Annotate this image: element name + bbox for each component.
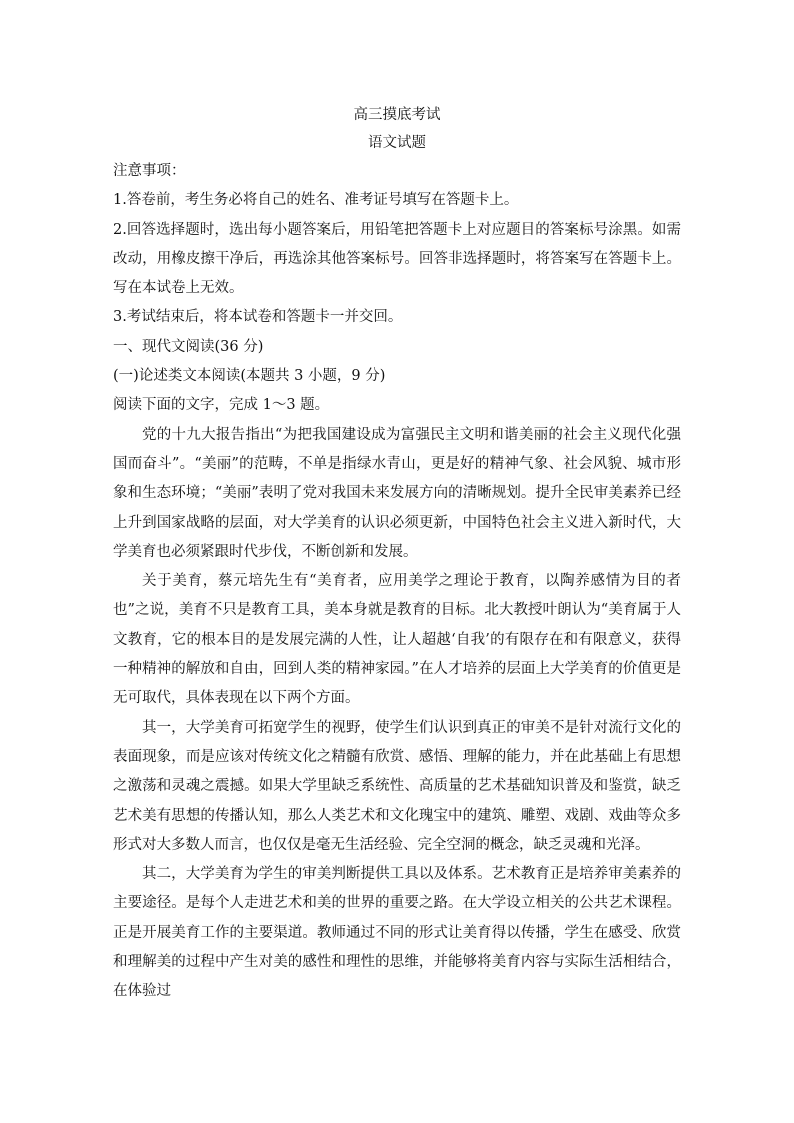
page-content xyxy=(113,101,681,1007)
note-item-2: 2.回答选择题时，选出每小题答案后，用铅笔把答题卡上对应题目的答案标号涂黑。如需改动，用橡皮擦干净后，再选涂其他答案标号。回答非选择题时，将答案写在答题卡上。写在本试卷上无效。 xyxy=(113,221,681,297)
section-heading: 一、现代文阅读(36 分) xyxy=(113,338,264,355)
note-item-3: 3.考试结束后，将本试卷和答题卡一并交回。 xyxy=(113,309,403,326)
passage-paragraph-2: 关于美育，蔡元培先生有“美育者，应用美学之理论于教育，以陶养感情为目的者也”之说，美育不只是教育工具，美本身就是教育的目标。北大教授叶朗认为“美育属于人文教育，它的根本目的是发展完满的人性，让人超越‘自我’的有限存在和有限意义，获得一种精神的解放和自由，回到人类的精神家园。”在人才培养的层面上大学美育的价值更是无可取代，具体表现在以下两个方面。 xyxy=(113,573,681,707)
note-item-1: 1.答卷前，考生务必将自己的姓名、准考证号填写在答题卡上。 xyxy=(113,192,519,209)
notes-heading: 注意事项： xyxy=(113,163,186,179)
exam-title: 高三摸底考试 xyxy=(353,107,441,123)
section-subheading: (一)论述类文本阅读(本题共 3 小题，9 分) xyxy=(113,368,386,385)
passage-paragraph-4: 其二，大学美育为学生的审美判断提供工具以及体系。艺术教育正是培养审美素养的主要途径。是每个人走进艺术和美的世界的重要之路。在大学设立相关的公共艺术课程。正是开展美育工作的主要渠道。教师通过不同的形式让美育得以传播，学生在感受、欣赏和理解美的过程中产生对美的感性和理性的思维，并能够将美育内容与实际生活相结合，在体验过 xyxy=(113,866,681,1000)
passage-paragraph-1: 党的十九大报告指出“为把我国建设成为富强民主文明和谐美丽的社会主义现代化强国而奋斗”。“美丽”的范畴，不单是指绿水青山，更是好的精神气象、社会风貌、城市形象和生态环境；“美丽”表明了党对我国未来发展方向的清晰规划。提升全民审美素养已经上升到国家战略的层面，对大学美育的认识必须更新，中国特色社会主义进入新时代，大学美育也必须紧跟时代步伐，不断创新和发展。 xyxy=(113,426,681,560)
exam-subtitle: 语文试题 xyxy=(368,135,426,151)
reading-instruction: 阅读下面的文字，完成 1～3 题。 xyxy=(113,397,330,414)
passage-paragraph-3: 其一，大学美育可拓宽学生的视野，使学生们认识到真正的审美不是针对流行文化的表面现象，而是应该对传统文化之精髓有欣赏、感悟、理解的能力，并在此基础上有思想之激荡和灵魂之震撼。如果大学里缺乏系统性、高质量的艺术基础知识普及和鉴赏，缺乏艺术美有思想的传播认知，那么人类艺术和文化瑰宝中的建筑、雕塑、戏剧、戏曲等众多形式对大多数人而言，也仅仅是毫无生活经验、完全空洞的概念，缺乏灵魂和光泽。 xyxy=(113,719,681,853)
